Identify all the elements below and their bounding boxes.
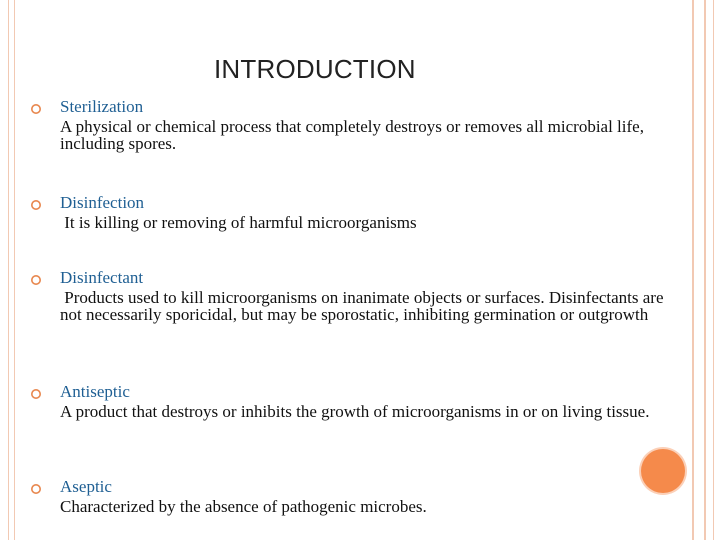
circle-bullet-icon: [30, 199, 42, 211]
right-border-line: [692, 0, 694, 540]
right-border-line: [704, 0, 706, 540]
list-item: [30, 194, 685, 231]
circle-bullet-icon: [30, 103, 42, 115]
left-border-line: [14, 0, 15, 540]
term-label: Disinfection: [60, 193, 145, 212]
circle-bullet-icon: [30, 388, 42, 400]
definition-text: It is killing or removing of harmful microorganisms: [60, 213, 417, 232]
circle-bullet-icon: [30, 483, 42, 495]
term-label: Aseptic: [60, 477, 112, 496]
term-label: Antiseptic: [60, 382, 130, 401]
term-label: Disinfectant: [60, 268, 144, 287]
definition-text: A product that destroys or inhibits the growth of microorganisms in or on living tissue.: [60, 402, 650, 421]
list-item: [30, 98, 685, 152]
right-border-line: [713, 0, 714, 540]
definition-text: Products used to kill microorganisms on inanimate objects or surfaces. Disinfectants are not necessarily sporicidal, but may be sporostatic, inhibiting germination or outgrowth: [60, 288, 668, 324]
list-item: [30, 269, 685, 323]
definition-text: A physical or chemical process that completely destroys or removes all microbial life, including spores.: [60, 117, 644, 153]
slide-title: INTRODUCTION: [214, 54, 416, 84]
list-item: [30, 478, 685, 515]
list-item: [30, 383, 685, 420]
definition-text: Characterized by the absence of pathogenic microbes.: [60, 497, 427, 516]
circle-bullet-icon: [30, 274, 42, 286]
term-label: Sterilization: [60, 97, 144, 116]
decorative-circle: [641, 449, 685, 493]
left-border-line: [8, 0, 9, 540]
